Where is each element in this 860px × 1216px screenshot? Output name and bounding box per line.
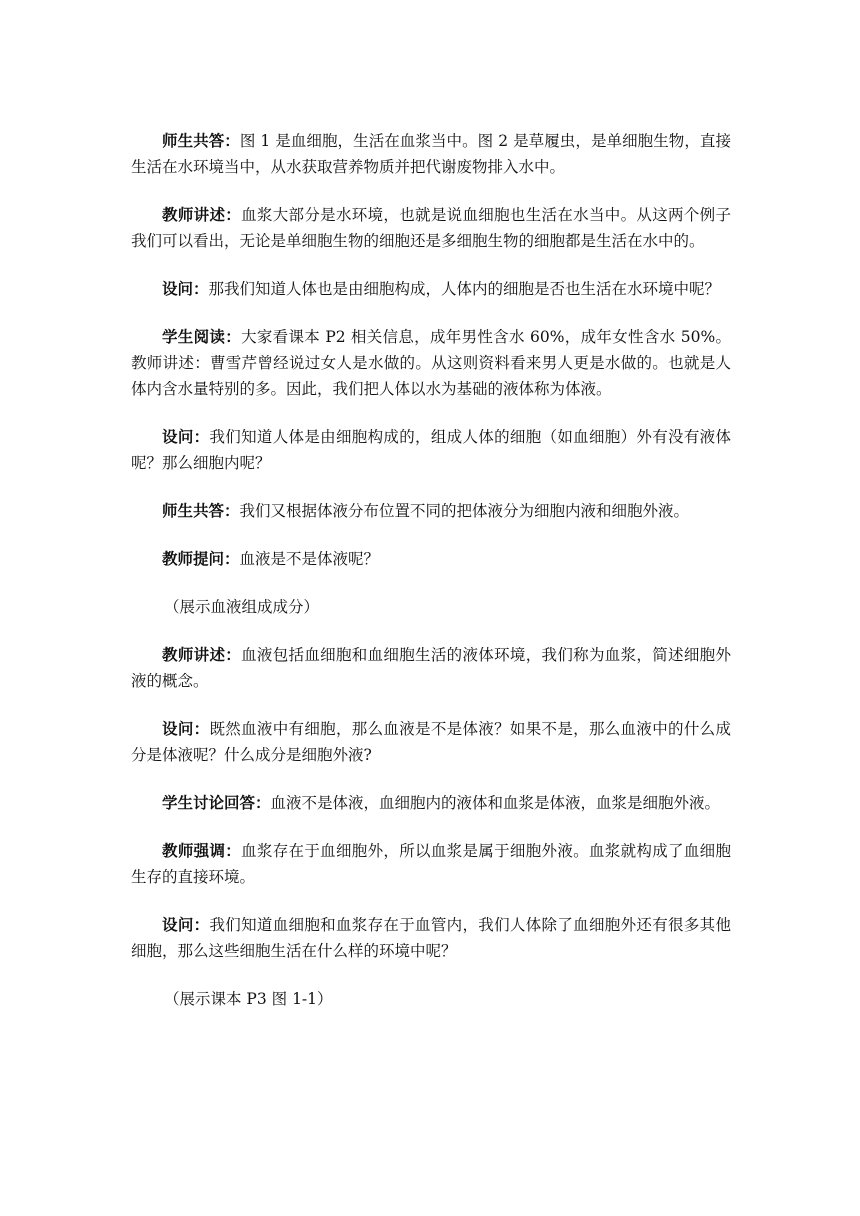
speaker-label: 教师讲述： <box>162 206 242 224</box>
document-page <box>131 128 731 1034</box>
paragraph-text: 我们知道血细胞和血浆存在于血管内，我们人体除了血细胞外还有很多其他细胞，那么这些细胞生活在什么样的环境中呢？ <box>131 916 731 960</box>
speaker-label: 设问： <box>162 428 210 446</box>
paragraph-text: 既然血液中有细胞，那么血液是不是体液？如果不是，那么血液中的什么成分是体液呢？什么成分是细胞外液? <box>131 720 731 764</box>
paragraph-text: 血液是不是体液呢？ <box>239 550 380 568</box>
speaker-label: 师生共答： <box>162 132 240 150</box>
paragraph-2 <box>131 202 731 254</box>
paragraph-text: 血浆存在于血细胞外，所以血浆是属于细胞外液。血浆就构成了血细胞生存的直接环境。 <box>131 842 731 886</box>
paragraph-text: 血液不是体液，血细胞内的液体和血浆是体液，血浆是细胞外液。 <box>270 794 721 812</box>
paragraph-6 <box>131 498 731 524</box>
paragraph-12 <box>131 838 731 890</box>
paragraph-14 <box>131 986 731 1012</box>
paragraph-text: 那我们知道人体也是由细胞构成，人体内的细胞是否也生活在水环境中呢？ <box>208 280 721 298</box>
paragraph-text: （展示血液组成成分） <box>164 598 320 616</box>
paragraph-1 <box>131 128 731 180</box>
speaker-label: 教师讲述： <box>162 646 242 664</box>
paragraph-text: 我们又根据体液分布位置不同的把体液分为细胞内液和细胞外液。 <box>239 502 690 520</box>
speaker-label: 教师强调： <box>162 842 242 860</box>
speaker-label: 学生阅读： <box>162 328 242 346</box>
speaker-label: 设问： <box>162 280 209 298</box>
paragraph-text: 血液包括血细胞和血细胞生活的液体环境，我们称为血浆，简述细胞外液的概念。 <box>131 646 731 690</box>
speaker-label: 设问： <box>162 916 210 934</box>
speaker-label: 学生讨论回答： <box>162 794 271 812</box>
paragraph-7 <box>131 546 731 572</box>
paragraph-5 <box>131 424 731 476</box>
paragraph-text: 血浆大部分是水环境，也就是说血细胞也生活在水当中。从这两个例子我们可以看出，无论是单细胞生物的细胞还是多细胞生物的细胞都是生活在水中的。 <box>131 206 731 250</box>
paragraph-text: 大家看课本 P2 相关信息，成年男性含水 60%，成年女性含水 50%。教师讲述：曹雪芹曾经说过女人是水做的。从这则资料看来男人更是水做的。也就是人体内含水量特别的多。因此，我们把人体以水为基础的液体称为体液。 <box>131 328 731 398</box>
paragraph-10 <box>131 716 731 768</box>
paragraph-13 <box>131 912 731 964</box>
paragraph-8 <box>131 594 731 620</box>
paragraph-text: 我们知道人体是由细胞构成的，组成人体的细胞（如血细胞）外有没有液体呢？那么细胞内呢？ <box>131 428 731 472</box>
paragraph-4 <box>131 324 731 402</box>
paragraph-text: （展示课本 P3 图 1-1） <box>164 990 333 1008</box>
paragraph-3 <box>131 276 731 302</box>
paragraph-11 <box>131 790 731 816</box>
speaker-label: 设问： <box>162 720 210 738</box>
speaker-label: 师生共答： <box>162 502 240 520</box>
paragraph-9 <box>131 642 731 694</box>
speaker-label: 教师提问： <box>162 550 240 568</box>
paragraph-text: 图 1 是血细胞，生活在血浆当中。图 2 是草履虫，是单细胞生物，直接生活在水环境当中，从水获取营养物质并把代谢废物排入水中。 <box>131 132 731 176</box>
